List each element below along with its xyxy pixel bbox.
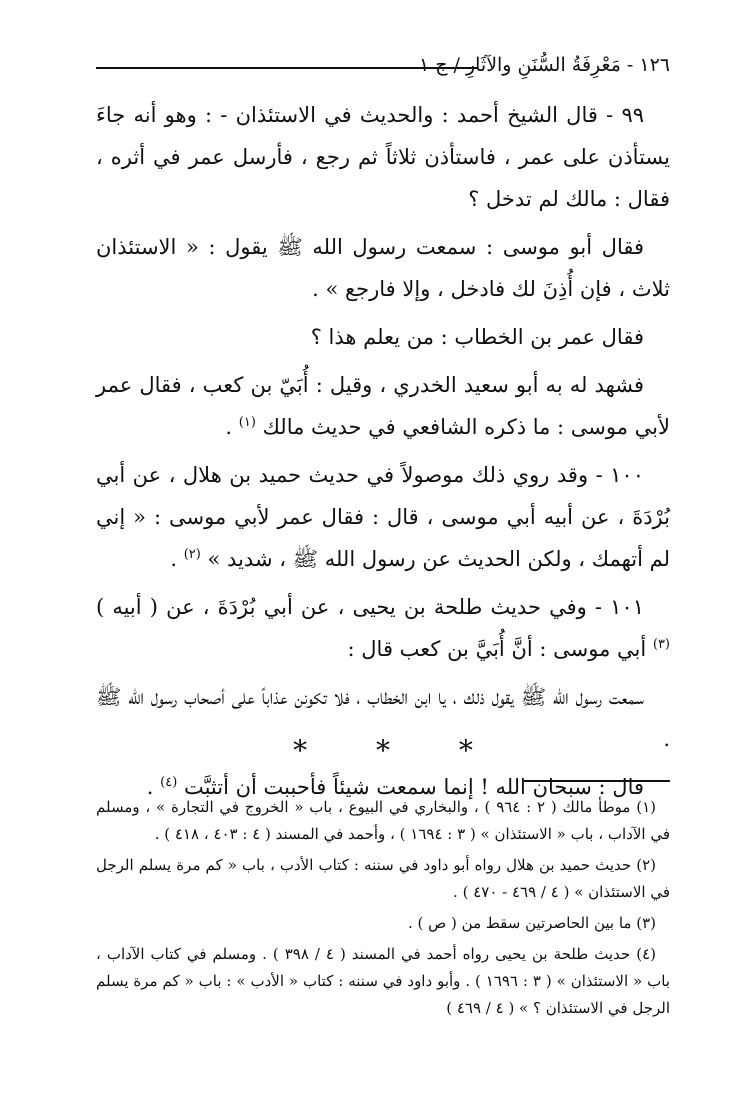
paragraph-101: ١٠١ - وفي حديث طلحة بن يحيى ، عن أبي بُرْدَةَ ، عن ( أبيه ) $^{(٣)}$ أبي موسى : أنَّ أُبَيَّ بن كعب قال :	[96, 595, 670, 661]
footnotes	[96, 794, 670, 1026]
separator-star: *	[458, 734, 473, 767]
footnote-1: (١) موطأ مالك ( ٢ : ٩٦٤ ) ، والبخاري في البيوع ، باب « الخروج في التجارة » ، ومسلم في الآداب ، باب « الاستئذان » ( ٣ : ١٦٩٤ ) ، وأحمد في المسند ( ٤ : ٤٠٣ ، ٤١٨ ) .	[96, 798, 670, 843]
footnote-2: (٢) حديث حميد بن هلال رواه أبو داود في سننه : كتاب الأدب ، باب « كم مرة يسلم الرجل في الاستئذان » ( ٤ / ٤٦٩ - ٤٧٠ ) .	[96, 856, 670, 901]
header-rule	[96, 67, 478, 69]
footnote-4: (٤) حديث طلحة بن يحيى رواه أحمد في المسند ( ٤ / ٣٩٨ ) . ومسلم في كتاب الآداب ، باب « الاستئذان » ( ٣ : ١٦٩٦ ) . وأبو داود في سننه : كتاب « الأدب » : باب « كم مرة يسلم الرجل في الاستئذان ؟ » ( ٤ / ٤٦٩ )	[96, 945, 670, 1017]
paragraph-umar-question: فقال عمر بن الخطاب : من يعلم هذا ؟	[310, 325, 644, 349]
section-separator	[96, 734, 670, 767]
footnote-ref-3[interactable]: (٣)	[652, 637, 670, 652]
footnote-rule	[524, 780, 670, 782]
running-header	[96, 52, 670, 78]
paragraph-99: ٩٩ - قال الشيخ أحمد : والحديث في الاستئذان - : وهو أنه جاءَ يستأذن على عمر ، فاستأذن ثلاثاً ثم رجع ، فأرسل عمر في أثره ، فقال : مالك لم تدخل ؟	[96, 103, 670, 211]
footnote-ref-2[interactable]: (٢)	[183, 547, 201, 562]
separator-star: *	[293, 734, 308, 767]
paragraph-subhan-allah: قال : سبحان الله ! إنما سمعت شيئاً فأحببت أن أتثبَّت $^{(٤)}$ .	[146, 775, 644, 799]
main-text	[96, 94, 670, 814]
footnote-3: (٣) ما بين الحاصرتين سقط من ( ص ) .	[408, 914, 656, 932]
header-title: ١٢٦ - مَعْرِفَةُ السُّنَنِ والآثَارِ / ج ١	[418, 54, 670, 76]
paragraph-ubayy: سمعت رسول الله ﷺ يقول ذلك ، يا ابن الخطاب ، فلا تكونن عذاباً على أصحاب رسول الله ﷺ .	[96, 685, 670, 751]
paragraph-100: ١٠٠ - وقد روي ذلك موصولاً في حديث حميد بن هلال ، عن أبي بُرْدَةَ ، عن أبيه أبي موسى ، قال : فقال عمر لأبي موسى : « إني لم أتهمك ، ولكن الحديث عن رسول الله ﷺ ، شديد » $^{(٢)}$ .	[96, 463, 670, 571]
paragraph-testimony: فشهد له به أبو سعيد الخدري ، وقيل : أُبَيّ بن كعب ، فقال عمر لأبي موسى : ما ذكره الشافعي في حديث مالك $^{(١)}$ .	[96, 373, 670, 439]
separator-star: *	[376, 734, 390, 767]
paragraph-abu-musa: فقال أبو موسى : سمعت رسول الله ﷺ يقول : « الاستئذان ثلاث ، فإن أُذِنَ لك فادخل ، وإلا فارجع » .	[96, 235, 670, 301]
book-page	[96, 52, 670, 1052]
footnote-ref-1[interactable]: (١)	[238, 415, 256, 430]
footnote-ref-4[interactable]: (٤)	[160, 775, 178, 790]
